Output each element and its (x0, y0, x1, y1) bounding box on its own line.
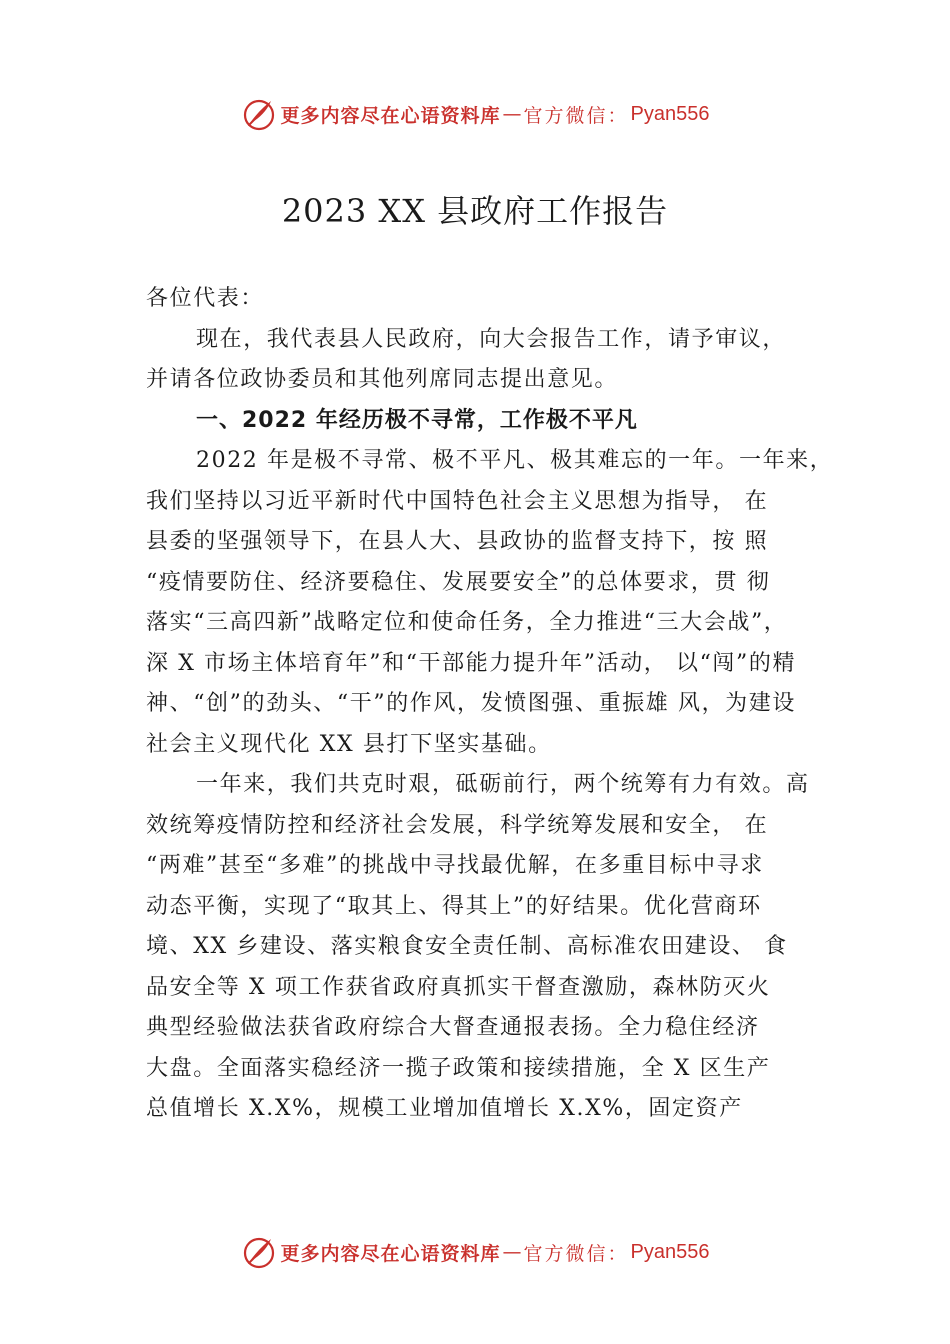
body-line: “疫情要防住、经济要稳住、发展要安全”的总体要求，贯 彻 (146, 569, 771, 595)
watermark-separator: — (502, 1241, 522, 1263)
body-line: “两难”甚至“多难”的挑战中寻找最优解，在多重目标中寻求 (146, 853, 764, 878)
watermark-wechat-id: Pyan556 (630, 102, 710, 125)
body-line: 典型经验做法获省政府综合大督查通报表扬。全力稳住经济 (146, 1015, 760, 1040)
quill-logo-icon (241, 1234, 277, 1270)
body-line: 动态平衡，实现了“取其上、得其上”的好结果。优化营商环 (146, 893, 762, 919)
body-line: 我们坚持以习近平新时代中国特色社会主义思想为指导， 在 (146, 488, 769, 514)
body-line: 总值增长 X.X%，规模工业增加值增长 X.X%，固定资产 (146, 1096, 743, 1121)
body-line: 2022 年是极不寻常、极不平凡、极其难忘的一年。一年来， (196, 448, 834, 473)
body-line: 一年来，我们共克时艰，砥砺前行，两个统筹有力有效。高 (196, 772, 810, 797)
watermark-text: 更多内容尽在心语资料库 (280, 104, 501, 127)
body-line: 境、XX 乡建设、落实粮食安全责任制、高标准农田建设、 食 (146, 934, 788, 959)
body-line: 并请各位政协委员和其他列席同志提出意见。 (146, 367, 619, 392)
body-line: 神、“创”的劲头、“干”的作风，发愤图强、重振雄 风，为建设 (146, 691, 796, 716)
watermark-banner-bottom (0, 1232, 950, 1272)
document-body (146, 279, 846, 1130)
watermark-text: 更多内容尽在心语资料库 (280, 1242, 501, 1265)
watermark-banner-top (0, 94, 950, 134)
body-line: 落实“三高四新”战略定位和使命任务，全力推进“三大会战”， (146, 610, 788, 635)
body-line: 各位代表： (146, 286, 265, 311)
watermark-separator: — (502, 103, 522, 125)
body-line: 大盘。全面落实稳经济一揽子政策和接续措施，全 X 区生产 (146, 1055, 771, 1081)
quill-logo-icon (241, 96, 277, 132)
body-line: 效统筹疫情防控和经济社会发展，科学统筹发展和安全， 在 (146, 812, 769, 838)
body-line: 现在，我代表县人民政府，向大会报告工作，请予审议， (196, 326, 787, 352)
watermark-wechat-label: 官方微信： (523, 1242, 629, 1265)
watermark-wechat-id: Pyan556 (630, 1240, 710, 1263)
body-line: 社会主义现代化 XX 县打下坚实基础。 (146, 731, 552, 757)
section-heading: 一、2022 年经历极不寻常，工作极不平凡 (196, 407, 638, 433)
body-line: 品安全等 X 项工作获省政府真抓实干督查激励，森林防灭火 (146, 974, 771, 1000)
watermark-wechat-label: 官方微信： (523, 104, 629, 127)
body-line: 县委的坚强领导下，在县人大、县政协的监督支持下，按 照 (146, 529, 769, 554)
body-line: 深 X 市场主体培育年”和“干部能力提升年”活动， 以“闯”的精 (146, 650, 797, 676)
document-title: 2023 XX 县政府工作报告 (281, 192, 669, 230)
